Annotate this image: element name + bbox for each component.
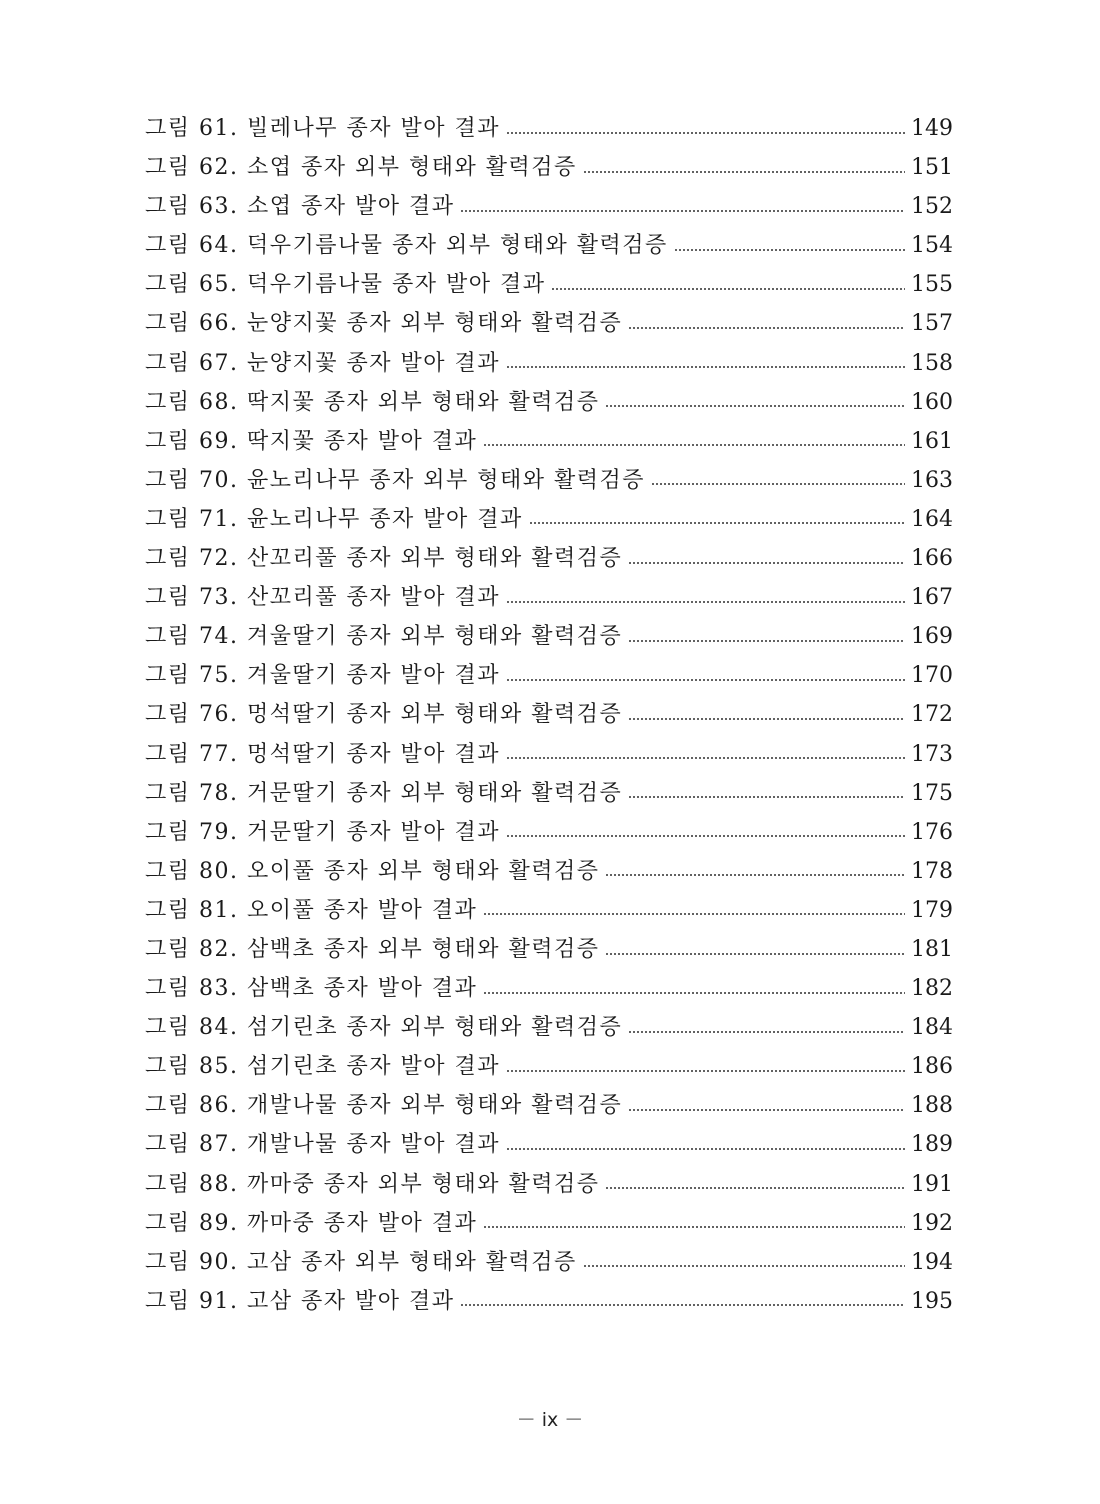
toc-entry-page-number: 172 [911,702,953,728]
dot-leader [605,939,905,961]
toc-entry-title: 그림 80. 오이풀 종자 외부 형태와 활력검증 [145,858,600,884]
toc-entry-page-number: 188 [911,1093,953,1119]
page-number-footer: － ix － [516,1409,584,1431]
dot-leader [605,1173,905,1195]
dot-leader [628,782,905,804]
toc-entry-page-number: 158 [911,350,953,376]
toc-entry-page-number: 179 [911,897,953,923]
toc-entry[interactable] [145,1165,953,1204]
toc-entry-title: 그림 81. 오이풀 종자 발아 결과 [145,897,478,923]
toc-entry-title: 그림 67. 눈양지꽃 종자 발아 결과 [145,350,500,376]
dot-leader [460,1290,905,1312]
dot-leader [583,1251,905,1273]
dot-leader [506,821,905,843]
dot-leader [628,1095,905,1117]
toc-entry[interactable] [145,344,953,383]
toc-entry[interactable] [145,852,953,891]
toc-entry[interactable] [145,695,953,734]
dot-leader [506,1134,905,1156]
dot-leader [460,196,905,218]
dot-leader [529,508,905,530]
toc-entry-title: 그림 87. 개발나물 종자 발아 결과 [145,1132,500,1158]
toc-entry-title: 그림 75. 겨울딸기 종자 발아 결과 [145,663,500,689]
toc-entry[interactable] [145,891,953,930]
toc-entry[interactable] [145,656,953,695]
toc-entry[interactable] [145,1125,953,1164]
toc-entry-title: 그림 79. 거문딸기 종자 발아 결과 [145,819,500,845]
toc-entry[interactable] [145,226,953,265]
dot-leader [483,1212,905,1234]
toc-entry[interactable] [145,461,953,500]
dot-leader [674,235,905,257]
dot-leader [506,743,905,765]
dot-leader [483,978,905,1000]
toc-entry-page-number: 157 [911,311,953,337]
toc-entry[interactable] [145,1204,953,1243]
dot-leader [483,899,905,921]
toc-entry-title: 그림 62. 소엽 종자 외부 형태와 활력검증 [145,155,577,181]
toc-entry-page-number: 161 [911,428,953,454]
dot-leader [651,469,905,491]
toc-entry-page-number: 195 [911,1288,953,1314]
toc-entry[interactable] [145,422,953,461]
toc-entry-page-number: 186 [911,1054,953,1080]
toc-entry[interactable] [145,383,953,422]
toc-entry-page-number: 169 [911,624,953,650]
toc-entry-page-number: 167 [911,585,953,611]
toc-entry-page-number: 178 [911,858,953,884]
toc-entry[interactable] [145,774,953,813]
toc-entry-page-number: 151 [911,155,953,181]
toc-entry-page-number: 192 [911,1210,953,1236]
dot-leader [506,665,905,687]
dot-leader [628,313,905,335]
dot-leader [628,1017,905,1039]
toc-entry-title: 그림 78. 거문딸기 종자 외부 형태와 활력검증 [145,780,623,806]
toc-entry-page-number: 163 [911,467,953,493]
toc-entry-title: 그림 82. 삼백초 종자 외부 형태와 활력검증 [145,936,600,962]
toc-entry-page-number: 166 [911,546,953,572]
toc-entry[interactable] [145,1243,953,1282]
toc-entry-title: 그림 83. 삼백초 종자 발아 결과 [145,976,478,1002]
toc-entry-title: 그림 76. 멍석딸기 종자 외부 형태와 활력검증 [145,702,623,728]
toc-entry-title: 그림 70. 윤노리나무 종자 외부 형태와 활력검증 [145,467,645,493]
toc-entry-title: 그림 74. 겨울딸기 종자 외부 형태와 활력검증 [145,624,623,650]
toc-entry[interactable] [145,930,953,969]
toc-entry-page-number: 152 [911,194,953,220]
toc-entry-title: 그림 77. 멍석딸기 종자 발아 결과 [145,741,500,767]
toc-entry-page-number: 173 [911,741,953,767]
toc-entry-page-number: 149 [911,116,953,141]
toc-entry-title: 그림 66. 눈양지꽃 종자 외부 형태와 활력검증 [145,311,623,337]
toc-entry[interactable] [145,148,953,187]
dot-leader [483,430,905,452]
toc-entry-title: 그림 90. 고삼 종자 외부 형태와 활력검증 [145,1249,577,1275]
dot-leader [628,704,905,726]
toc-entry-page-number: 176 [911,819,953,845]
dot-leader [506,118,905,140]
toc-entry-title: 그림 73. 산꼬리풀 종자 발아 결과 [145,585,500,611]
toc-entry[interactable] [145,1086,953,1125]
toc-entry-title: 그림 63. 소엽 종자 발아 결과 [145,194,455,220]
toc-entry-title: 그림 71. 윤노리나무 종자 발아 결과 [145,506,523,532]
toc-entry[interactable] [145,109,953,148]
toc-entry-page-number: 164 [911,506,953,532]
toc-entry-page-number: 181 [911,936,953,962]
toc-entry[interactable] [145,578,953,617]
dot-leader [551,274,905,296]
toc-entry[interactable] [145,735,953,774]
toc-entry-title: 그림 72. 산꼬리풀 종자 외부 형태와 활력검증 [145,546,623,572]
toc-entry-page-number: 184 [911,1015,953,1041]
toc-entry-page-number: 191 [911,1171,953,1197]
dot-leader [628,548,905,570]
toc-entry-title: 그림 68. 딱지꽃 종자 외부 형태와 활력검증 [145,389,600,415]
toc-entry[interactable] [145,1047,953,1086]
dot-leader [628,626,905,648]
dot-leader [605,860,905,882]
dot-leader [506,352,905,374]
toc-entry-page-number: 182 [911,976,953,1002]
toc-entry-page-number: 154 [911,233,953,259]
toc-entry[interactable] [145,187,953,226]
dot-leader [506,587,905,609]
toc-entry-page-number: 160 [911,389,953,415]
toc-entry[interactable] [145,813,953,852]
toc-entry-title: 그림 61. 빌레나무 종자 발아 결과 [145,116,500,141]
toc-entry[interactable] [145,1008,953,1047]
toc-entry[interactable] [145,265,953,304]
toc-entry-title: 그림 86. 개발나물 종자 외부 형태와 활력검증 [145,1093,623,1119]
toc-entry-title: 그림 64. 덕우기름나물 종자 외부 형태와 활력검증 [145,233,668,259]
toc-entry-title: 그림 89. 까마중 종자 발아 결과 [145,1210,478,1236]
toc-entry-page-number: 175 [911,780,953,806]
toc-entry-page-number: 189 [911,1132,953,1158]
toc-entry-title: 그림 85. 섬기린초 종자 발아 결과 [145,1054,500,1080]
toc-entry-page-number: 170 [911,663,953,689]
toc-entry-title: 그림 69. 딱지꽃 종자 발아 결과 [145,428,478,454]
toc-entry-title: 그림 84. 섬기린초 종자 외부 형태와 활력검증 [145,1015,623,1041]
toc-entry[interactable] [145,969,953,1008]
toc-entry-page-number: 155 [911,272,953,298]
toc-entry[interactable] [145,539,953,578]
toc-entry[interactable] [145,304,953,343]
table-of-figures [145,109,953,1321]
toc-entry-title: 그림 65. 덕우기름나물 종자 발아 결과 [145,272,546,298]
dot-leader [506,1056,905,1078]
toc-entry-page-number: 194 [911,1249,953,1275]
toc-entry[interactable] [145,500,953,539]
toc-entry[interactable] [145,617,953,656]
dot-leader [605,391,905,413]
toc-entry-title: 그림 91. 고삼 종자 발아 결과 [145,1288,455,1314]
toc-entry[interactable] [145,1282,953,1321]
toc-entry-title: 그림 88. 까마중 종자 외부 형태와 활력검증 [145,1171,600,1197]
dot-leader [583,157,905,179]
